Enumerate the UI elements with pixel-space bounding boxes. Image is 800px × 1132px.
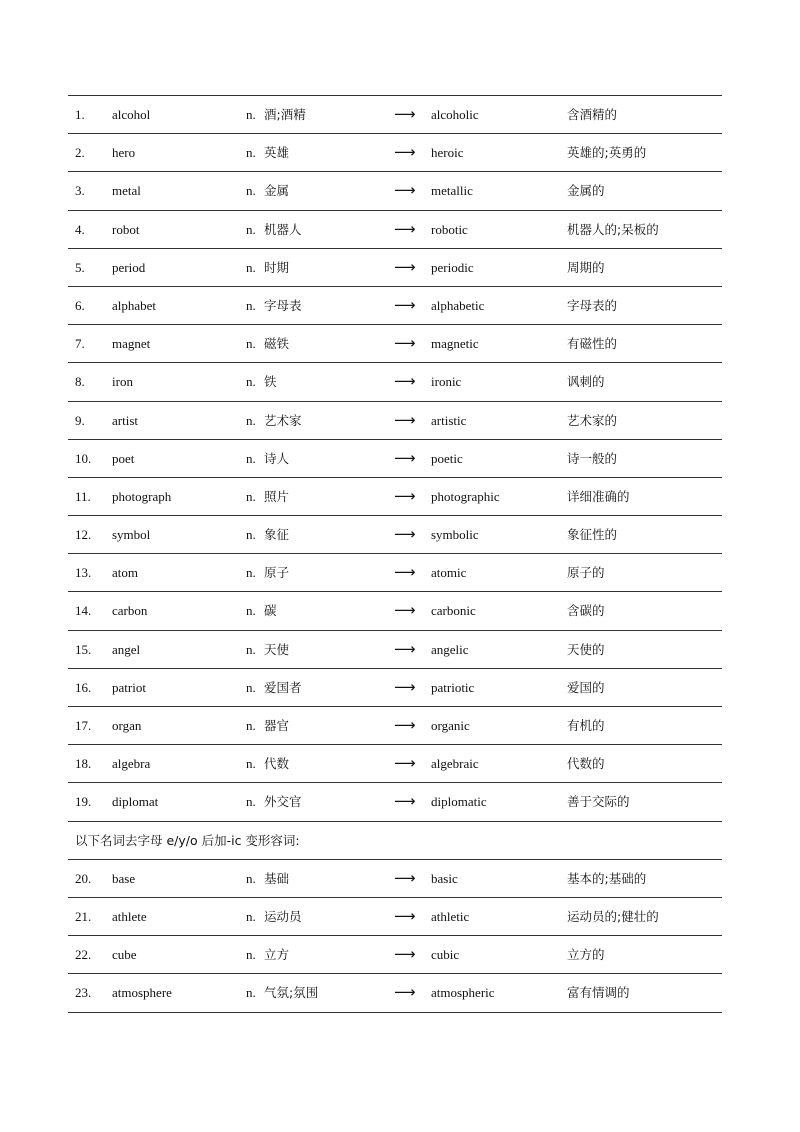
noun-meaning: 气氛;氛围 <box>264 985 319 1001</box>
vocabulary-table <box>68 95 722 1013</box>
part-of-speech: n. <box>246 908 256 924</box>
adjective-meaning: 周期的 <box>567 259 605 275</box>
table-row <box>68 669 722 707</box>
adjective-word: photographic <box>431 488 500 504</box>
adjective-meaning: 立方的 <box>567 947 605 963</box>
part-of-speech: n. <box>246 718 256 733</box>
adjective-meaning: 有磁性的 <box>567 336 618 352</box>
adjective-meaning: 详细准确的 <box>567 488 630 504</box>
noun-meaning: 酒;酒精 <box>264 107 306 122</box>
adjective-word: organic <box>431 718 470 733</box>
part-of-speech: n. <box>246 794 256 810</box>
arrow-icon: ⟶ <box>394 945 416 964</box>
entry-number: 23. <box>75 985 92 1001</box>
noun-word: photograph <box>112 488 172 504</box>
noun-meaning: 照片 <box>264 488 290 504</box>
entry-number: 7. <box>75 336 85 352</box>
adjective-word: atmospheric <box>431 985 495 1001</box>
table-row <box>68 249 722 287</box>
table-row <box>68 172 722 210</box>
noun-word: alphabet <box>112 297 157 313</box>
arrow-icon: ⟶ <box>394 983 416 1002</box>
arrow-icon: ⟶ <box>394 563 416 582</box>
entry-number: 16. <box>75 679 92 695</box>
adjective-word: ironic <box>431 374 462 390</box>
adjective-word: alcoholic <box>431 107 479 122</box>
arrow-icon: ⟶ <box>394 525 416 544</box>
entry-number: 4. <box>75 221 85 237</box>
adjective-word: magnetic <box>431 336 479 352</box>
adjective-meaning: 英雄的;英勇的 <box>567 145 647 161</box>
adjective-word: patriotic <box>431 679 475 695</box>
table-row <box>68 478 722 516</box>
part-of-speech: n. <box>246 297 256 313</box>
table-row <box>68 783 722 821</box>
noun-word: athlete <box>112 908 147 924</box>
part-of-speech: n. <box>246 107 256 122</box>
table-row <box>68 860 722 898</box>
table-row <box>68 96 722 134</box>
part-of-speech: n. <box>246 679 256 695</box>
noun-word: atmosphere <box>112 985 172 1001</box>
noun-meaning: 爱国者 <box>264 679 302 695</box>
noun-word: angel <box>112 641 141 657</box>
noun-meaning: 碳 <box>264 603 277 619</box>
part-of-speech: n. <box>246 488 256 504</box>
entry-number: 1. <box>75 107 85 122</box>
noun-word: symbol <box>112 527 151 543</box>
adjective-word: heroic <box>431 145 464 161</box>
table-row <box>68 134 722 172</box>
table-row <box>68 974 722 1012</box>
adjective-meaning: 富有情调的 <box>567 985 630 1001</box>
part-of-speech: n. <box>246 603 256 619</box>
adjective-meaning: 象征性的 <box>567 527 618 543</box>
part-of-speech: n. <box>246 450 256 466</box>
noun-word: artist <box>112 412 138 428</box>
entry-number: 10. <box>75 450 92 466</box>
arrow-icon: ⟶ <box>394 677 416 696</box>
arrow-icon: ⟶ <box>394 410 416 429</box>
entry-number: 22. <box>75 947 92 963</box>
noun-word: metal <box>112 183 141 199</box>
arrow-icon: ⟶ <box>394 295 416 314</box>
adjective-word: angelic <box>431 641 469 657</box>
noun-word: base <box>112 870 136 886</box>
arrow-icon: ⟶ <box>394 372 416 391</box>
adjective-word: algebraic <box>431 756 479 772</box>
table-row <box>68 631 722 669</box>
entry-number: 17. <box>75 718 92 733</box>
noun-meaning: 艺术家 <box>264 412 302 428</box>
entry-number: 6. <box>75 297 85 313</box>
table-row <box>68 325 722 363</box>
adjective-word: atomic <box>431 565 467 581</box>
adjective-word: alphabetic <box>431 297 485 313</box>
noun-word: cube <box>112 947 137 963</box>
table-row <box>68 440 722 478</box>
part-of-speech: n. <box>246 527 256 543</box>
adjective-meaning: 天使的 <box>567 641 605 657</box>
part-of-speech: n. <box>246 870 256 886</box>
noun-meaning: 金属 <box>264 183 290 199</box>
noun-meaning: 代数 <box>264 756 290 772</box>
adjective-meaning: 字母表的 <box>567 297 618 313</box>
entry-number: 20. <box>75 870 92 886</box>
arrow-icon: ⟶ <box>394 639 416 658</box>
noun-word: robot <box>112 221 140 237</box>
noun-meaning: 原子 <box>264 565 290 581</box>
section-note: 以下名词去字母 e/y/o 后加-ic 变形容词: <box>75 832 300 848</box>
adjective-word: metallic <box>431 183 473 199</box>
noun-word: carbon <box>112 603 148 619</box>
noun-word: hero <box>112 145 136 161</box>
noun-meaning: 器官 <box>264 718 290 733</box>
part-of-speech: n. <box>246 947 256 963</box>
noun-word: alcohol <box>112 107 151 122</box>
table-row <box>68 287 722 325</box>
arrow-icon: ⟶ <box>394 181 416 200</box>
noun-word: algebra <box>112 756 151 772</box>
adjective-word: robotic <box>431 221 468 237</box>
adjective-word: athletic <box>431 908 470 924</box>
noun-word: poet <box>112 450 135 466</box>
noun-meaning: 时期 <box>264 259 290 275</box>
part-of-speech: n. <box>246 374 256 390</box>
table-row <box>68 516 722 554</box>
entry-number: 13. <box>75 565 92 581</box>
table-row <box>68 745 722 783</box>
part-of-speech: n. <box>246 145 256 161</box>
part-of-speech: n. <box>246 641 256 657</box>
noun-word: organ <box>112 718 142 733</box>
entry-number: 18. <box>75 756 92 772</box>
adjective-word: periodic <box>431 259 474 275</box>
noun-meaning: 英雄 <box>264 145 290 161</box>
adjective-meaning: 艺术家的 <box>567 412 618 428</box>
adjective-word: diplomatic <box>431 794 487 810</box>
noun-meaning: 天使 <box>264 641 290 657</box>
part-of-speech: n. <box>246 259 256 275</box>
arrow-icon: ⟶ <box>394 792 416 811</box>
part-of-speech: n. <box>246 183 256 199</box>
adjective-meaning: 金属的 <box>567 183 605 199</box>
adjective-meaning: 爱国的 <box>567 679 605 695</box>
noun-meaning: 铁 <box>264 374 277 390</box>
adjective-meaning: 原子的 <box>567 565 605 581</box>
arrow-icon: ⟶ <box>394 105 416 123</box>
adjective-meaning: 含碳的 <box>567 603 605 619</box>
table-row <box>68 936 722 974</box>
arrow-icon: ⟶ <box>394 601 416 620</box>
adjective-meaning: 讽刺的 <box>567 374 605 390</box>
table-row <box>68 363 722 401</box>
adjective-word: basic <box>431 870 458 886</box>
table-row <box>68 707 722 745</box>
adjective-meaning: 善于交际的 <box>567 794 630 810</box>
table-row <box>68 898 722 936</box>
adjective-meaning: 诗一般的 <box>567 450 618 466</box>
entry-number: 21. <box>75 908 92 924</box>
entry-number: 8. <box>75 374 85 390</box>
adjective-word: carbonic <box>431 603 476 619</box>
arrow-icon: ⟶ <box>394 334 416 353</box>
adjective-word: cubic <box>431 947 460 963</box>
noun-word: diplomat <box>112 794 159 810</box>
entry-number: 14. <box>75 603 92 619</box>
adjective-meaning: 基本的;基础的 <box>567 870 647 886</box>
part-of-speech: n. <box>246 985 256 1001</box>
part-of-speech: n. <box>246 221 256 237</box>
noun-meaning: 运动员 <box>264 908 302 924</box>
arrow-icon: ⟶ <box>394 448 416 467</box>
noun-word: period <box>112 259 146 275</box>
arrow-icon: ⟶ <box>394 906 416 925</box>
adjective-meaning: 有机的 <box>567 718 605 733</box>
entry-number: 15. <box>75 641 92 657</box>
noun-meaning: 诗人 <box>264 450 290 466</box>
entry-number: 9. <box>75 412 85 428</box>
entry-number: 2. <box>75 145 85 161</box>
noun-word: patriot <box>112 679 146 695</box>
arrow-icon: ⟶ <box>394 257 416 276</box>
entry-number: 12. <box>75 527 92 543</box>
part-of-speech: n. <box>246 412 256 428</box>
table-row <box>68 211 722 249</box>
entry-number: 19. <box>75 794 92 810</box>
section-note-row <box>68 822 722 860</box>
noun-word: iron <box>112 374 133 390</box>
arrow-icon: ⟶ <box>394 754 416 773</box>
table-row <box>68 402 722 440</box>
entry-number: 11. <box>75 488 91 504</box>
arrow-icon: ⟶ <box>394 716 416 734</box>
part-of-speech: n. <box>246 756 256 772</box>
adjective-meaning: 机器人的;呆板的 <box>567 221 659 237</box>
noun-meaning: 字母表 <box>264 297 302 313</box>
noun-meaning: 基础 <box>264 870 290 886</box>
adjective-meaning: 含酒精的 <box>567 107 618 122</box>
part-of-speech: n. <box>246 565 256 581</box>
noun-word: atom <box>112 565 138 581</box>
part-of-speech: n. <box>246 336 256 352</box>
entry-number: 5. <box>75 259 85 275</box>
arrow-icon: ⟶ <box>394 868 416 887</box>
noun-meaning: 象征 <box>264 527 290 543</box>
arrow-icon: ⟶ <box>394 143 416 162</box>
arrow-icon: ⟶ <box>394 486 416 505</box>
noun-meaning: 机器人 <box>264 221 302 237</box>
noun-meaning: 外交官 <box>264 794 302 810</box>
adjective-meaning: 代数的 <box>567 756 605 772</box>
adjective-word: artistic <box>431 412 467 428</box>
table-row <box>68 592 722 630</box>
noun-word: magnet <box>112 336 151 352</box>
adjective-word: symbolic <box>431 527 479 543</box>
table-row <box>68 554 722 592</box>
arrow-icon: ⟶ <box>394 219 416 238</box>
noun-meaning: 立方 <box>264 947 290 963</box>
adjective-meaning: 运动员的;健壮的 <box>567 908 659 924</box>
noun-meaning: 磁铁 <box>264 336 290 352</box>
entry-number: 3. <box>75 183 85 199</box>
adjective-word: poetic <box>431 450 463 466</box>
